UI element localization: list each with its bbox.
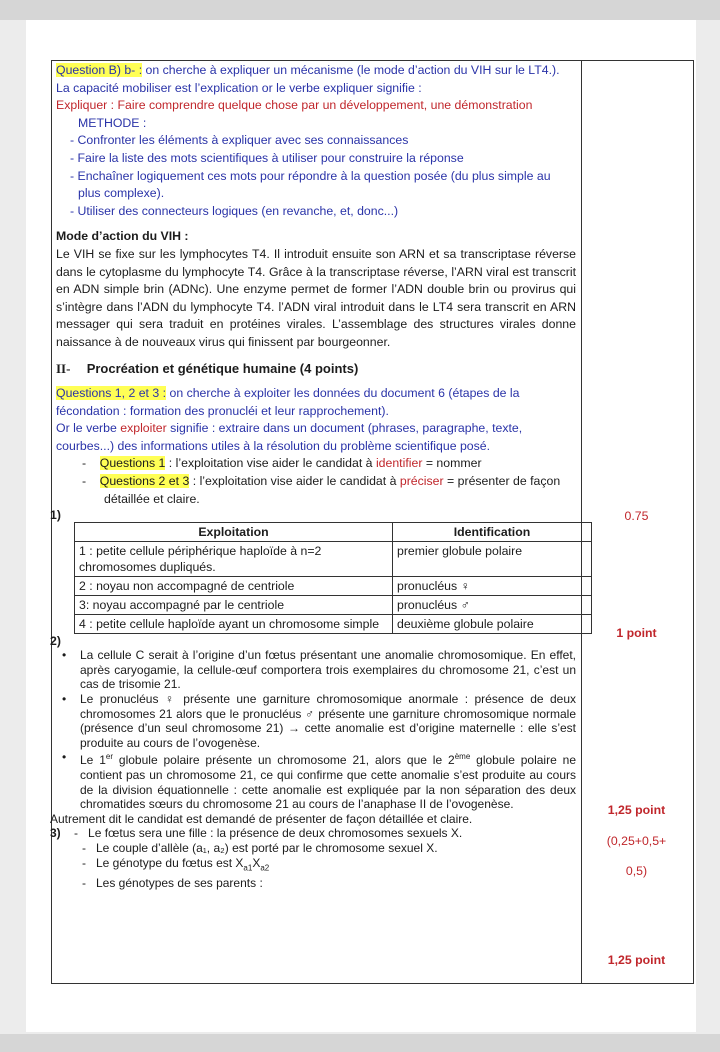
score-part-3: 1,25 point [607, 953, 666, 967]
part-2-marker: 2) [50, 634, 61, 649]
question-1-aim: - Questions 1 : l’exploitation vise aider le candidat à identifier = nommer [82, 456, 482, 471]
score-table: 1 point [616, 626, 657, 640]
exploit-definition: Or le verbe exploiter signifie : extraire dans un document (phrases, paragraphe, texte, courbes...) des informations utiles à la résolution du problème scientifique posé. [56, 421, 523, 453]
list-item: • La cellule C serait à l’origine d’un fœtus présentant une anomalie chromosomique. En effet, après caryogamie, la cellule-œuf comportera trois exemplaires du chromosome 21, c’est un cas de trisomie 21. [74, 648, 576, 692]
method-item: - Utiliser des connecteurs logiques (en revanche, et, donc...) [70, 203, 399, 218]
score-detail: 0,5) [625, 864, 648, 878]
mode-title: Mode d’action du VIH : [56, 229, 189, 244]
table-row: 1 : petite cellule périphérique haploïde à n=2 chromosomes dupliqués. premier globule polaire [75, 542, 592, 577]
questions-123-intro: Questions 1, 2 et 3 : on cherche à exploiter les données du document 6 (étapes de la fécondation : formation des pronucléi et leur rapprochement). [56, 386, 520, 418]
list-item: • Le 1er globule polaire présente un chromosome 21, alors que le 2ème globule polaire ne contient pas un chromosome 21, ce qui confirme que cette anomalie s’est produite au cours de la division équationnelle : cette anomalie est expliquée par la non séparation des deux chromatides sœurs du chromosome 21 au cours de l’anaphase II de l’ovogenèse. [74, 750, 576, 811]
method-title: METHODE : [78, 115, 147, 130]
mode-text: Le VIH se fixe sur les lymphocytes T4. Il introduit ensuite son ARN et sa transcriptase réverse dans le cytoplasme du lymphocyte T4. Grâce à la transcriptase réverse, l’ARN viral est transcrit en ADN simple brin (ADNc). Une enzyme permet de former l’ADN double brin ou provirus qui s’intègre dans l’ADN du lymphocyte T4. l’ADN viral introduit dans le LT4 sera transcrit en ARN messager qui sera traduit en protéines virales. L’assemblage des structures virales donne naissance à de nouveaux virus qui finissent par bourgeonner. [56, 246, 576, 349]
table-row: 2 : noyau non accompagné de centriole pronucléus ♀ [75, 577, 592, 596]
part-2-note: Autrement dit le candidat est demandé de présenter de façon détaillée et claire. [50, 811, 473, 826]
bottom-bar [0, 1034, 720, 1052]
exploitation-table [74, 522, 592, 634]
table-header: Identification [393, 523, 592, 542]
score-detail: (0,25+0,5+ [606, 834, 667, 848]
score-q1: 0.75 [624, 509, 649, 523]
part-3: 3) - Le fœtus sera une fille : la présence de deux chromosomes sexuels X. - Le couple d’allèle (a₁, a₂) est porté par le chromosome sexuel X. - Le génotype du fœtus est $X_{a1}X_{a2}$ - Les génotypes de ses parents : [56, 826, 576, 890]
list-item: - Le génotype du fœtus est $X_{a1}X_{a2}$ [82, 855, 270, 872]
list-item: - Les génotypes de ses parents : [82, 875, 263, 890]
table-header: Exploitation [75, 523, 393, 542]
table-row: 4 : petite cellule haploïde ayant un chromosome simple deuxième globule polaire [75, 615, 592, 634]
capacity-line: La capacité mobiliser est l’explication or le verbe expliquer signifie : [56, 80, 422, 95]
method-item: - Faire la liste des mots scientifiques à utiliser pour construire la réponse [70, 150, 464, 165]
question-23-aim: - Questions 2 et 3 : l’exploitation vise aider le candidat à préciser = présenter de façon détaillée et claire. [82, 474, 561, 506]
table-marker: 1) [50, 508, 61, 523]
definition-line: Expliquer : Faire comprendre quelque chose par un développement, une démonstration [56, 98, 533, 113]
part-3-marker: 3) [50, 826, 61, 841]
section-2-heading: II- Procréation et génétique humaine (4 points) [56, 360, 359, 376]
question-b-label: Question B) b- : [56, 63, 143, 77]
table-row: 3: noyau accompagné par le centriole pronucléus ♂ [75, 596, 592, 615]
question-b-intro: Question B) b- : on cherche à expliquer un mécanisme (le mode d’action du VIH sur le LT4.). [56, 63, 560, 77]
top-bar [0, 0, 720, 20]
list-item: • Le pronucléus ♀ présente une garniture chromosomique anormale : présence de deux chromosomes 21 alors que le pronucléus ♂ présente une garniture chromosomique normale (présence d’un seul chromosome 21) → cette anomalie est d’origine maternelle : elle s’est produite au cours de l’ovogenèse. [74, 692, 576, 750]
answer-content [50, 62, 576, 890]
method-item: - Confronter les éléments à expliquer avec ses connaissances [70, 133, 409, 148]
method-item: - Enchaîner logiquement ces mots pour répondre à la question posée (du plus simple au plus complexe). [70, 168, 551, 201]
score-part-2: 1,25 point [607, 803, 666, 817]
part-2-bullets [56, 648, 576, 812]
list-item: - Le couple d’allèle (a₁, a₂) est porté par le chromosome sexuel X. [82, 840, 438, 855]
